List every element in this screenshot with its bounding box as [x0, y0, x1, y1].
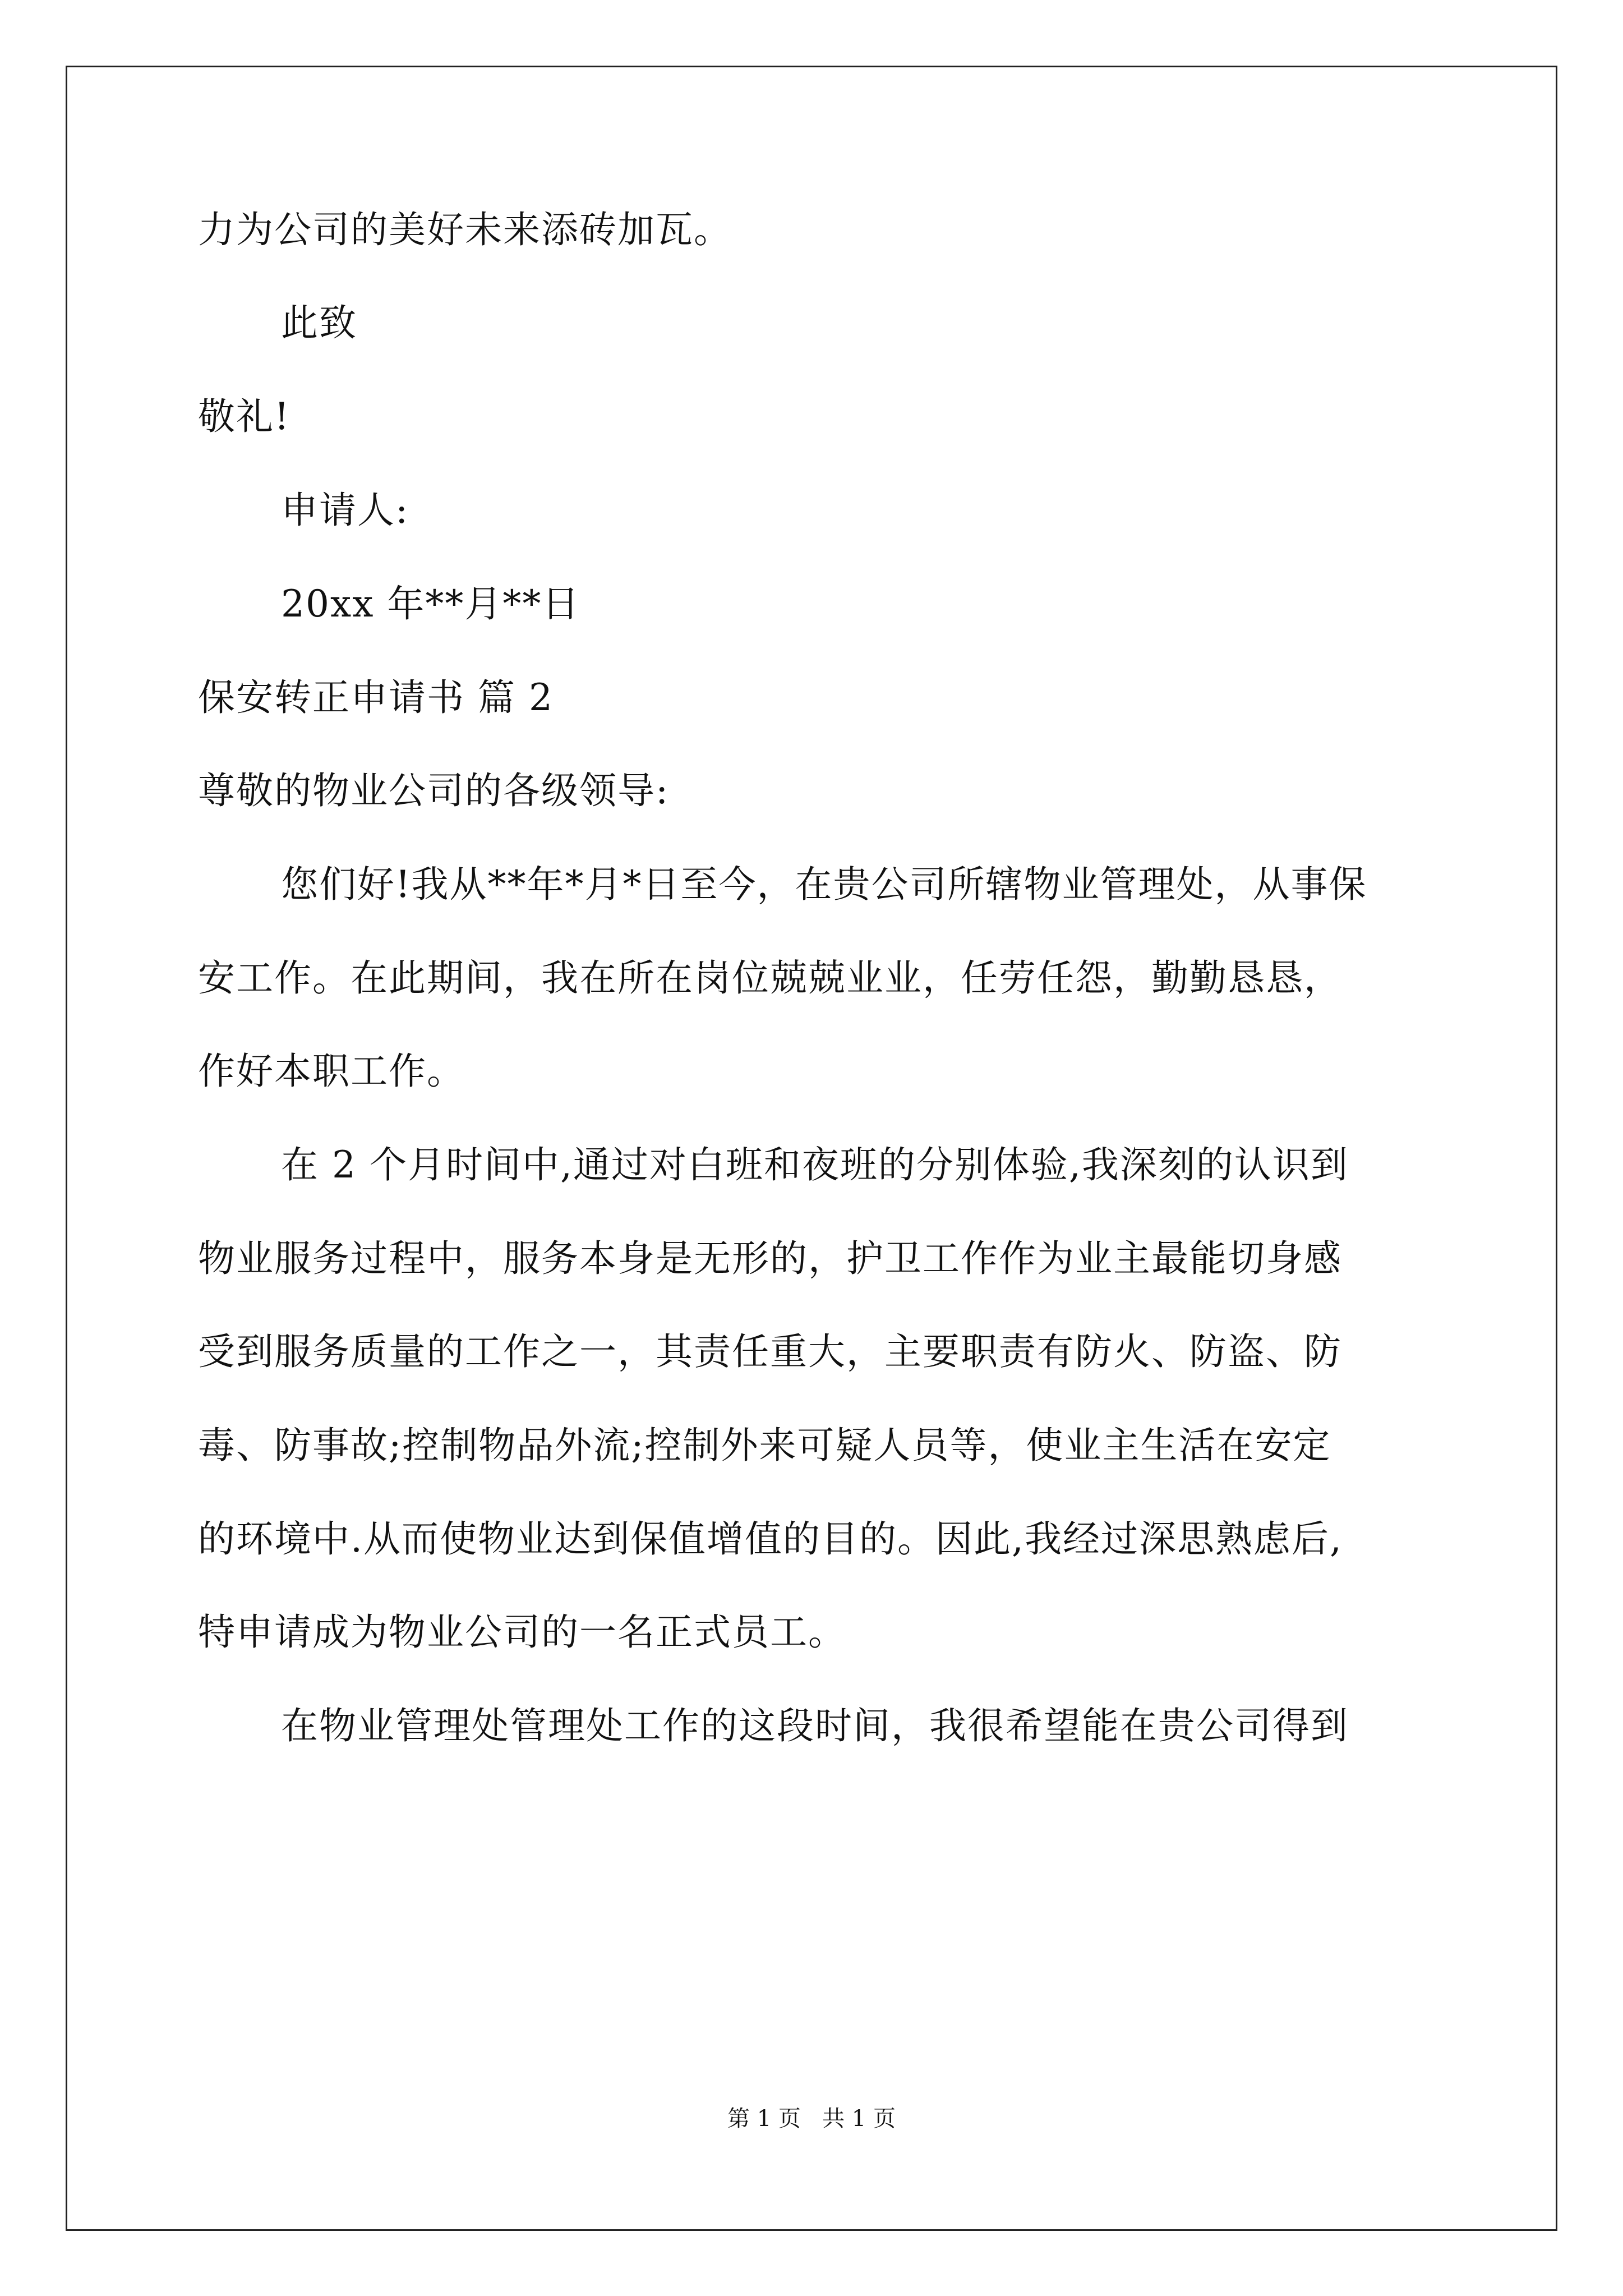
closing-respect: 敬礼!	[198, 395, 291, 438]
paragraph-line: 特申请成为物业公司的一名正式员工。	[198, 1611, 846, 1654]
paragraph-line: 在物业管理处管理处工作的这段时间，我很希望能在贵公司得到	[281, 1704, 1349, 1747]
paragraph-line: 受到服务质量的工作之一，其责任重大，主要职责有防火、防盗、防	[198, 1330, 1342, 1373]
page-footer: 第 1 页 共 1 页	[727, 2106, 896, 2132]
text-line: 力为公司的美好未来添砖加瓦。	[198, 208, 732, 251]
applicant-label: 申请人:	[281, 489, 409, 532]
closing-salutation: 此致	[281, 301, 357, 344]
greeting: 尊敬的物业公司的各级领导:	[198, 769, 670, 812]
section-title: 保安转正申请书 篇 2	[198, 676, 554, 719]
paragraph-line: 毒、防事故;控制物品外流;控制外来可疑人员等，使业主生活在安定	[198, 1424, 1331, 1467]
paragraph-line: 的环境中.从而使物业达到保值增值的目的。因此,我经过深思熟虑后,	[198, 1517, 1343, 1561]
paragraph-line: 作好本职工作。	[198, 1050, 465, 1093]
paragraph-line: 在 2 个月时间中,通过对白班和夜班的分别体验,我深刻的认识到	[281, 1143, 1349, 1186]
paragraph-line: 安工作。在此期间，我在所在岗位兢兢业业，任劳任怨，勤勤恳恳，	[198, 956, 1342, 1000]
date-line: 20xx 年**月**日	[281, 582, 580, 625]
paragraph-line: 您们好!我从**年*月*日至今，在贵公司所辖物业管理处，从事保	[281, 863, 1367, 906]
paragraph-line: 物业服务过程中，服务本身是无形的，护卫工作作为业主最能切身感	[198, 1237, 1342, 1280]
